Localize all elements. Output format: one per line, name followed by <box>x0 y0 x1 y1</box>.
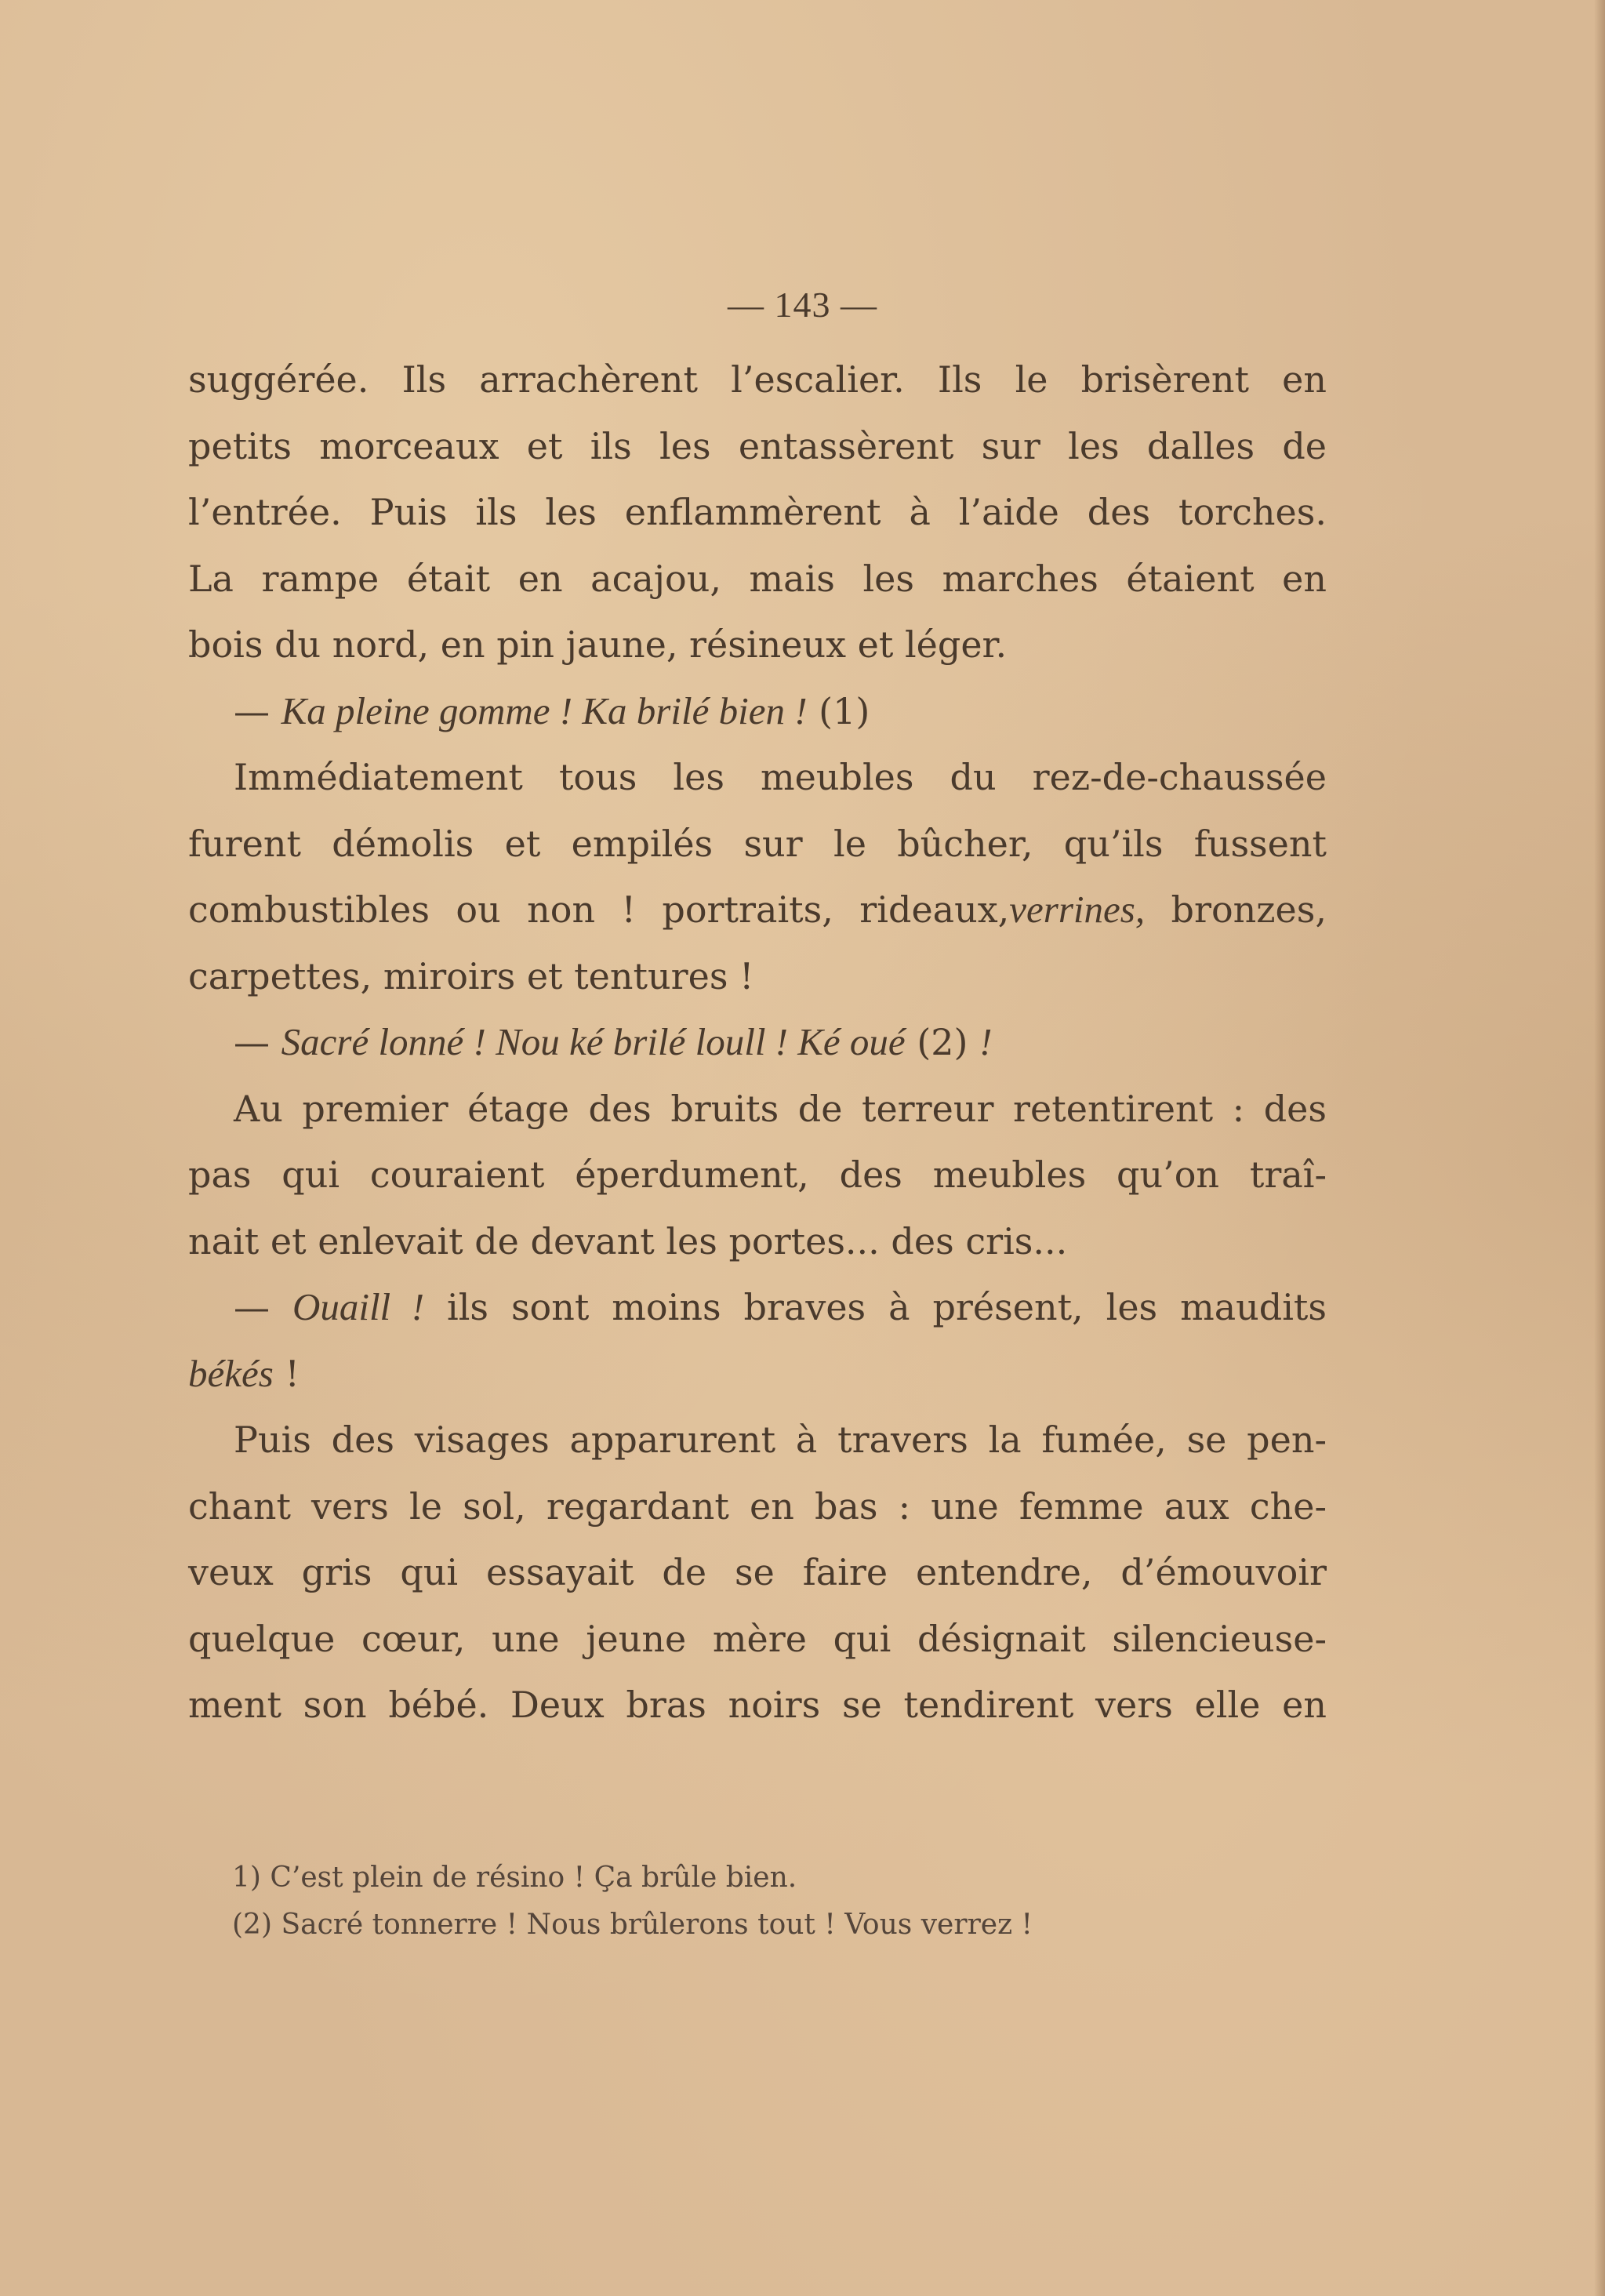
text-line: ment son bébé. Deux bras noirs se tendirent vers elle en <box>188 1684 1327 1726</box>
text-line: pas qui couraient éperdument, des meubles qu’on traî- <box>188 1153 1327 1196</box>
page-edge <box>1594 0 1605 2296</box>
footnote-2: (2) Sacré tonnerre ! Nous brûlerons tout ! Vous verrez ! <box>232 1909 1033 1941</box>
text-line: La rampe était en acajou, mais les marches étaient en <box>188 557 1327 600</box>
page-number: — 143 — <box>728 285 877 325</box>
footnote-ref: (2) <box>917 1021 968 1063</box>
dialogue-line <box>188 1274 1327 1341</box>
text-line: quelque cœur, une jeune mère qui désignait silencieuse- <box>188 1617 1327 1660</box>
text-line: Puis des visages apparurent à travers la fumée, se pen- <box>234 1419 1327 1461</box>
dialogue-dash: — <box>234 1286 270 1328</box>
creole-speech: Ouaill ! <box>292 1285 425 1328</box>
dialogue-line <box>188 678 1327 745</box>
footnotes <box>232 1855 1291 1949</box>
text-line: l’entrée. Puis ils les enflammèrent à l’aide des torches. <box>188 491 1327 533</box>
text-line: veux gris qui essayait de se faire entendre, d’émouvoir <box>188 1551 1327 1593</box>
body-text <box>188 347 1327 1738</box>
dialogue-dash: — <box>234 689 270 732</box>
text-line: nait et enlevait de devant les portes... des cris... <box>188 1219 1068 1262</box>
dialogue-line <box>188 1009 1327 1076</box>
dialogue-dash: — <box>234 1021 270 1063</box>
text-line <box>188 1341 1327 1408</box>
text-line: Immédiatement tous les meubles du rez-de-chaussée <box>234 756 1327 798</box>
text-line: suggérée. Ils arrachèrent l’escalier. Ils le brisèrent en <box>188 358 1327 401</box>
text-segment: bronzes, <box>1171 888 1327 931</box>
text-line: chant vers le sol, regardant en bas : une femme aux che- <box>188 1484 1327 1528</box>
creole-speech: Sacré lonné ! Nou ké brilé loull ! Ké oué <box>281 1020 906 1063</box>
text-line: furent démolis et empilés sur le bûcher, qu’ils fussent <box>188 822 1327 865</box>
text-line: bois du nord, en pin jaune, résineux et léger. <box>188 623 1008 666</box>
text-segment: ils sont moins braves à présent, les maudits <box>446 1286 1327 1328</box>
creole-speech: Ka pleine gomme ! Ka brilé bien ! <box>281 688 808 732</box>
text-line: petits morceaux et ils les entassèrent sur les dalles de <box>188 424 1327 467</box>
creole-speech-end: ! <box>979 1020 993 1063</box>
text-segment: ! <box>285 1352 300 1395</box>
text-line: Au premier étage des bruits de terreur retentirent : des <box>234 1087 1327 1130</box>
text-line: carpettes, miroirs et tentures ! <box>188 954 754 997</box>
italic-word: békés <box>188 1351 274 1395</box>
text-line <box>188 877 1327 943</box>
footnote-ref: (1) <box>819 689 870 732</box>
italic-word: verrines, <box>1009 888 1146 931</box>
footnote-1: 1) C’est plein de résino ! Ça brûle bien. <box>232 1862 797 1894</box>
text-segment: combustibles ou non ! portraits, rideaux, <box>188 888 1010 931</box>
